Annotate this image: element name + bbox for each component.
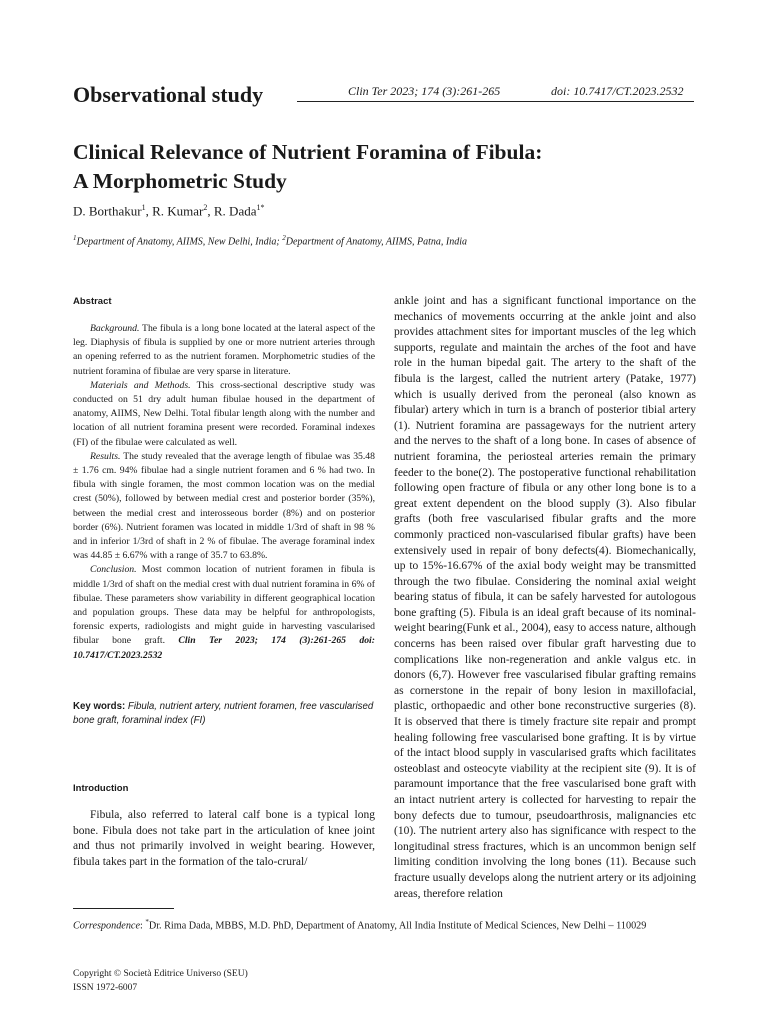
- author-2-affiliation: 2: [203, 203, 208, 212]
- abstract-body: [73, 322, 375, 663]
- author-1-affiliation: 1: [141, 203, 146, 212]
- issn-line: ISSN 1972-6007: [73, 983, 138, 993]
- author-1: D. Borthakur: [73, 203, 142, 219]
- abstract-methods: [73, 379, 375, 450]
- abstract-background: [73, 322, 375, 379]
- introduction-text-right: [394, 294, 696, 902]
- abstract-citation: Clin Ter 2023; 174 (3):261-265 doi: 10.7417/CT.2023.2532: [73, 635, 375, 661]
- correspondence-note: [73, 918, 646, 931]
- keywords-label: Key words:: [73, 701, 126, 712]
- abstract-results-label: Results.: [90, 450, 121, 462]
- author-2: R. Kumar: [152, 203, 204, 219]
- abstract-conclusion: [73, 563, 375, 662]
- correspondence-text: Dr. Rima Dada, MBBS, M.D. PhD, Department of Anatomy, All India Institute of Medical Sciences, New Delhi – 110029: [148, 920, 647, 932]
- affiliations: [73, 234, 467, 247]
- introduction-text-left: [73, 808, 375, 871]
- correspondence-colon: :: [139, 920, 146, 932]
- abstract-conclusion-label: Conclusion.: [90, 564, 137, 576]
- introduction-paragraph-1-continued: ankle joint and has a significant functional importance on the mechanics of movements occurring at the ankle joint and also provides attachment sites for important muscles of the leg which supports, regulate and maintain the arches of the foot and have role in the human bipedal gait. The artery to the shaft of the fibula is the largest, called the nutrient artery (Patake, 1977) which is usually derived from the peroneal (also known as fibular) artery which in turn is a branch of posterior tibial artery (1). Nutrient foramina are passageways for the nutrient artery and the nerves to the shaft of a long bone. In cases of absence of nutrient foramina, the periosteal arteries remain the primary feeder to the bone(2). The postoperative functional rehabilitation following open fracture of fibula or any other long bone is to a great extent dependent on the blood supply (3). Also fibular grafts (both free vascularised fibular grafts and the more commonly practiced non-vascularised fibular grafts) have been extensively used in repair of bony defects(4). Biomechanically, up to 15%-16.67% of the axial body weight may be transmitted through the two fibulae. Considering the nominal axial weight bearing status of fibula, it can be safely harvested for autologous bone grafting (5). Fibula is an ideal graft because of its nominal-weight bearing(Funk et al., 2004), easy to access nature, although concerns has been raised over fibular graft harvesting due to complications like non-regeneration and ankle valgus etc. in donors (6,7). However free vascularised fibular grafting remains as cornerstone in the repair of bony lesion in maxillofacial, plastic, orthopaedic and other bone reconstructive surgeries (8). It is observed that there is timely fracture site repair and prompt healing following free vascularised bone grafting. It is by virtue of the intact blood supply in vascularised grafts which facilitates osteoblast and osteocyte viability at the recipient site (9). It is of paramount importance that the free vascularised bone graft with an intact nutrient artery is collected for harvesting to repair the bony defects due to tumour, pseudoarthrosis, malignancies etc (10). The nutrient artery also has significance with respect to the longitudinal stress fractures, which is an uncommon benign self limiting condition involving the long bones (11). Because such fracture usually develops along the nutrient artery or its adjoining areas, therefore relation: [394, 295, 696, 900]
- abstract-methods-text: This cross-sectional descriptive study was conducted on 51 dry adult human fibulae housed in the department of anatomy, AIIMS, New Delhi. Total fibular length along with the number and location of all nutrient foramina present were recorded. Foraminal indexes (FI) of the fibulae were calculated as well.: [73, 379, 375, 448]
- header-rule: [297, 101, 694, 102]
- abstract-background-text: The fibula is a long bone located at the lateral aspect of the leg. Diaphysis of fibula is supplied by one or more nutrient arteries through an opening referred to as the nutrient foramen. Morphometric studies of the nutrient foramina of fibulae are very sparse in literature.: [73, 323, 375, 377]
- abstract-conclusion-text: Most common location of nutrient foramen in fibula is middle 1/3rd of shaft on the medial crest with dual nutrient foramina in 6% of fibulae. These parameters show variability in different geographical location and population groups. These data may be helpful for anthropologists, forensic experts, radiologists and might guide in harvesting vascularised fibular bone graft.: [73, 564, 375, 647]
- journal-citation: Clin Ter 2023; 174 (3):261-265: [348, 84, 501, 98]
- abstract-results-text: The study revealed that the average length of fibulae was 35.48 ± 1.76 cm. 94% fibulae had a single nutrient foramen and 6 % had two. In fibula with single foramen, the most common location was on the medial crest (50%), followed by between medial crest and posterior border (35%), between the medial crest and interosseous border (8%) and on posterior border (6%). Nutrient foramen was located in middle 1/3rd of shaft in 98 % and in inferior 1/3rd of shaft in 2 % of fibulae. The average foraminal index was 44.85 ± 6.67% with a range of 35.7 to 63.8%.: [73, 450, 375, 562]
- abstract-heading: Abstract: [73, 296, 112, 307]
- doi: doi: 10.7417/CT.2023.2532: [551, 84, 684, 98]
- copyright-footer: [73, 967, 248, 995]
- author-list: D. Borthakur$^1$, R. Kumar$^2$, R. Dada$^{1*}$: [73, 203, 265, 219]
- affiliation-1: Department of Anatomy, AIIMS, New Delhi, India;: [76, 236, 283, 248]
- paper-title: [73, 138, 693, 196]
- title-line-1: Clinical Relevance of Nutrient Foramina of Fibula:: [73, 140, 543, 164]
- copyright-line: Copyright © Società Editrice Universo (SEU): [73, 969, 248, 979]
- footnote-rule: [73, 908, 174, 909]
- affiliation-1-mark: 1: [73, 234, 77, 242]
- author-3-affiliation: 1*: [256, 203, 265, 212]
- keywords: [73, 700, 375, 728]
- correspondence-star: *: [145, 918, 149, 926]
- author-3: R. Dada: [213, 203, 257, 219]
- title-line-2: A Morphometric Study: [73, 169, 287, 193]
- section-label: Observational study: [73, 82, 264, 107]
- correspondence-label: Correspondence: [73, 920, 140, 932]
- introduction-heading: Introduction: [73, 783, 129, 794]
- abstract-methods-label: Materials and Methods.: [90, 379, 191, 391]
- affiliation-2-mark: 2: [282, 234, 286, 242]
- keywords-text: Fibula, nutrient artery, nutrient foramen, free vascularised bone graft, foraminal index (FI): [73, 701, 374, 727]
- introduction-paragraph-1: Fibula, also referred to lateral calf bone is a typical long bone. Fibula does not take part in the articulation of knee joint and thus not primarily involved in weight bearing. However, fibula takes part in the formation of the talo-crural/: [73, 809, 375, 869]
- abstract-background-label: Background.: [90, 323, 140, 334]
- affiliation-2: Department of Anatomy, AIIMS, Patna, India: [285, 236, 467, 248]
- abstract-results: [73, 450, 375, 564]
